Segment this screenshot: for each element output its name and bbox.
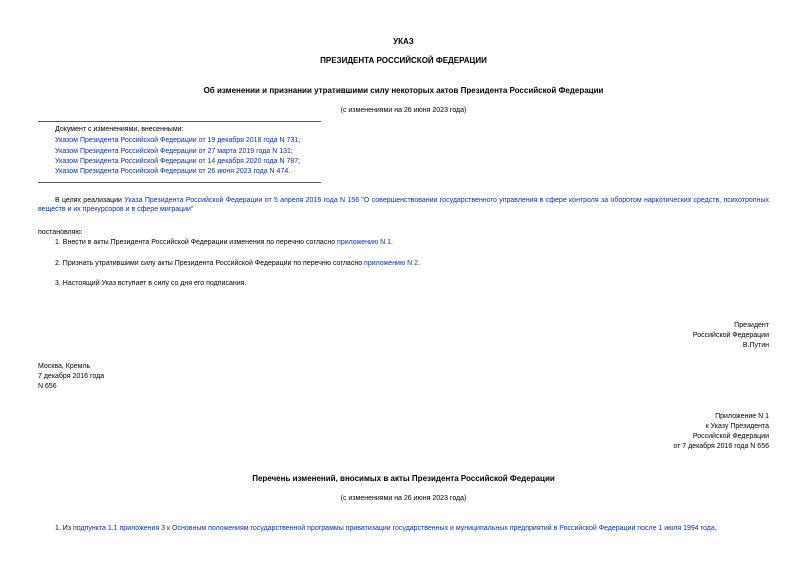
preamble-text: В целях реализации <box>55 197 125 204</box>
appendix-item-punct: , <box>714 525 717 532</box>
amendment-punct: ; <box>298 158 301 165</box>
appendix-item-text: 1. Из <box>55 525 73 532</box>
amendment-punct: . <box>288 168 291 175</box>
amendment-item <box>55 147 293 156</box>
appendix-ref-line: Российской Федерации <box>692 433 769 440</box>
decree-item-text: 2. Признать утратившими силу акты Президента Российской Федерации по перечню согласно <box>55 260 365 267</box>
decree-item-3: 3. Настоящий Указ вступает в силу со дня его подписания. <box>55 280 247 287</box>
divider-bottom <box>38 182 321 183</box>
decree-item-1 <box>55 238 393 247</box>
appendix-ref-line: к Указу Президента <box>705 423 769 430</box>
divider-top <box>38 121 321 122</box>
appendix-item-1 <box>55 524 769 533</box>
amendment-item <box>55 157 300 166</box>
decree-item-2 <box>55 259 420 268</box>
appendix-item-link[interactable]: подпункта 1.1 приложения 3 к Основным положениям государственной программы приватизации государственных и муниципальных предприятий в Российской Федерации после 1 июля 1994 года <box>72 525 715 532</box>
amendment-link[interactable]: Указом Президента Российской Федерации от 19 декабря 2018 года N 731 <box>55 137 299 144</box>
document-subject: Об изменении и признании утратившими силу некоторых актов Президента Российской Федерации <box>203 86 604 95</box>
decree-item-punct: . <box>391 239 393 246</box>
appendix-1-link[interactable]: приложению N 1 <box>337 239 392 246</box>
issuer-title: ПРЕЗИДЕНТА РОССИЙСКОЙ ФЕДЕРАЦИИ <box>320 56 487 65</box>
place: Москва, Кремль <box>38 363 91 370</box>
decree-item-text: 1. Внести в акты Президента Российской Федерации изменения по перечню согласно <box>55 239 338 246</box>
amendment-item <box>55 136 300 145</box>
amendments-intro: Документ с изменениями, внесенными: <box>55 126 184 133</box>
preamble-link[interactable]: Указа Президента Российской Федерации от 5 апреля 2016 года N 156 "О совершенствовании государственного управления в сфере контроля за оборотом наркотических средств, психотропных веществ и их прекурсоров и в сфере миграции" <box>38 197 769 213</box>
decree-word: постановляю: <box>38 229 83 236</box>
appendix-2-link[interactable]: приложению N 2 <box>364 260 419 267</box>
signature-country: Российской Федерации <box>692 332 769 339</box>
signature-position: Президент <box>734 322 769 329</box>
amendment-link[interactable]: Указом Президента Российской Федерации от 26 июня 2023 года N 474 <box>55 168 289 175</box>
signature-name: В.Путин <box>742 342 769 349</box>
appendix-ref-line: от 7 декабря 2016 года N 656 <box>673 443 769 450</box>
amendment-punct: ; <box>290 148 293 155</box>
edition-note: (с изменениями на 26 июня 2023 года) <box>340 107 467 114</box>
appendix-label: Приложение N 1 <box>715 413 769 420</box>
amendment-link[interactable]: Указом Президента Российской Федерации от 14 декабря 2020 года N 787 <box>55 158 299 165</box>
decree-number: N 656 <box>38 383 57 390</box>
date: 7 декабря 2016 года <box>38 373 105 380</box>
amendment-item <box>55 167 290 176</box>
amendment-punct: ; <box>298 137 301 144</box>
decree-item-punct: . <box>418 260 421 267</box>
appendix-title: Перечень изменений, вносимых в акты Президента Российской Федерации <box>252 474 555 483</box>
amendment-link[interactable]: Указом Президента Российской Федерации от 27 марта 2019 года N 131 <box>55 148 291 155</box>
appendix-edition: (с изменениями на 26 июня 2023 года) <box>340 495 467 502</box>
document-type: УКАЗ <box>393 37 414 46</box>
preamble <box>38 196 769 214</box>
